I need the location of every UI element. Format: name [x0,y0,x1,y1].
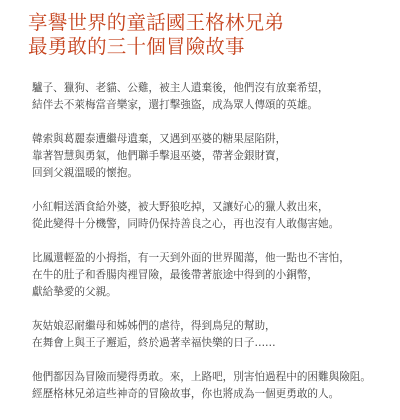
paragraph-line: 獻給摯愛的父親。 [32,286,117,298]
paragraph-hansel-gretel [32,131,390,182]
paragraph-line: 他們都因為冒險而變得勇敢。來，上路吧，別害怕過程中的困難與險阻。 [32,371,371,383]
paragraph-line: 在舞會上與王子邂逅，終於過著幸福快樂的日子…… [32,337,276,349]
paragraph-little-red-cap [32,199,390,233]
paragraph-line: 經歷格林兄弟這些神奇的冒險故事，你也將成為一個更勇敢的人。 [32,388,340,400]
description-body [32,80,390,420]
paragraph-line: 從此變得十分機警，同時仍保持善良之心，再也沒有人敢傷害她。 [32,218,340,230]
page-title [28,11,388,59]
paragraph-bremen-musicians [32,80,390,114]
paragraph-line: 靠著智慧與勇氣，他們聯手擊退巫婆，帶著金銀財寶， [32,150,287,162]
paragraph-line: 比鳳還輕盈的小拇指，有一天到外面的世界闖蕩，他一點也不害怕， [32,252,350,264]
paragraph-closing [32,369,390,403]
paragraph-line: 小紅帽送酒食給外婆，被大野狼吃掉，又讓好心的獵人救出來， [32,201,329,213]
paragraph-line: 灰姑娘忍耐繼母和姊姊們的虐待，得到鳥兒的幫助， [32,320,276,332]
paragraph-line: 韓索與葛麗泰遭繼母遺棄，又遇到巫婆的糖果屋陷阱， [32,133,287,145]
title-line-2: 最勇敢的三十個冒險故事 [28,35,245,58]
paragraph-thumbling [32,250,390,301]
paragraph-line: 驢子、獵狗、老貓、公雞，被主人遺棄後，他們沒有放棄希望， [32,82,329,94]
paragraph-line: 回到父親溫暖的懷抱。 [32,167,138,179]
paragraph-cinderella [32,318,390,352]
paragraph-line: 結伴去不萊梅當音樂家，還打擊強盜，成為眾人傳頌的英雄。 [32,99,319,111]
title-line-1: 享譽世界的童話國王格林兄弟 [28,11,285,34]
paragraph-line: 在牛的肚子和香腸肉裡冒險，最後帶著旅途中得到的小銅幣， [32,269,319,281]
